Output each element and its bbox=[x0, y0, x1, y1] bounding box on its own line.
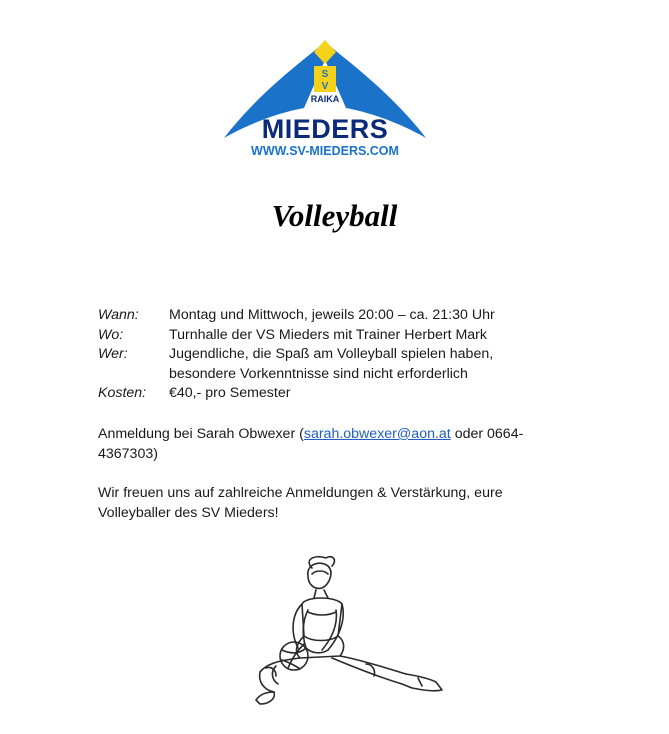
email-link[interactable]: sarah.obwexer@aon.at bbox=[303, 426, 451, 442]
detail-value-line-1: Jugendliche, die Spaß am Volleyball spielen haben, bbox=[169, 346, 494, 363]
logo-club-name: MIEDERS bbox=[261, 114, 389, 144]
detail-value: €40,- pro Semester bbox=[169, 385, 291, 402]
logo-graphic bbox=[218, 36, 432, 162]
volleyball-player-icon bbox=[246, 552, 456, 712]
detail-value-line-2: besondere Vorkenntnisse sind nicht erforderlich bbox=[169, 365, 468, 382]
detail-label: Wann: bbox=[98, 307, 139, 323]
detail-value: Montag und Mittwoch, jeweils 20:00 – ca. 21:30 Uhr bbox=[169, 307, 495, 323]
registration-suffix: oder 0664-4367303) bbox=[98, 426, 524, 462]
registration-paragraph bbox=[98, 425, 548, 464]
sv-mieders-logo bbox=[218, 36, 432, 162]
page-title: Volleyball bbox=[271, 198, 398, 233]
logo-letter-v: V bbox=[321, 81, 329, 92]
detail-row-wer bbox=[98, 345, 618, 384]
registration-prefix: Anmeldung bei Sarah Obwexer ( bbox=[98, 426, 304, 442]
detail-value: Turnhalle der VS Mieders mit Trainer Herbert Mark bbox=[169, 326, 488, 343]
logo-letter-s: S bbox=[321, 69, 329, 80]
player-drawing bbox=[246, 552, 456, 712]
detail-label: Kosten: bbox=[98, 385, 147, 402]
details-list bbox=[98, 306, 618, 404]
logo-raika: RAIKA bbox=[310, 94, 340, 104]
detail-label: Wo: bbox=[98, 326, 124, 343]
detail-label: Wer: bbox=[98, 346, 128, 363]
detail-row-kosten bbox=[98, 384, 618, 404]
logo-website: WWW.SV-MIEDERS.COM bbox=[251, 144, 399, 158]
detail-value bbox=[169, 345, 618, 384]
detail-row-wo bbox=[98, 326, 618, 346]
closing-paragraph: Wir freuen uns auf zahlreiche Anmeldungen & Verstärkung, eure Volleyballer des SV Mieders! bbox=[98, 485, 503, 521]
detail-row-wann bbox=[98, 306, 618, 326]
